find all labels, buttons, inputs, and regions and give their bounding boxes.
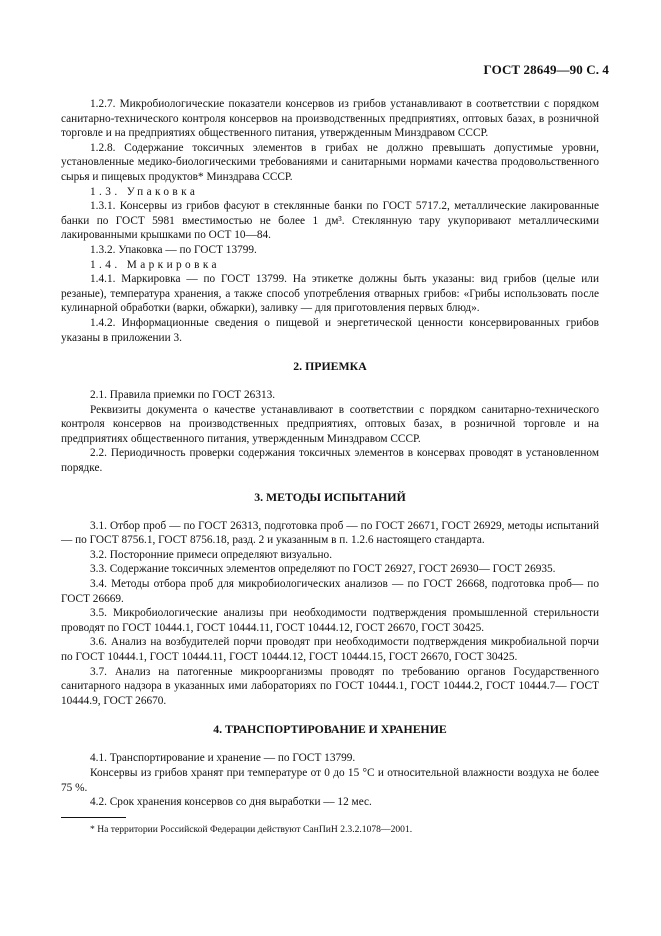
paragraph-3-3: 3.3. Содержание токсичных элементов определяют по ГОСТ 26927, ГОСТ 26930— ГОСТ 26935.: [90, 563, 556, 576]
footnote-divider: [61, 817, 126, 818]
paragraph-3-7: 3.7. Анализ на патогенные микроорганизмы проводят по требованию органов Государственного санитарного надзора в указанных ими лабораториях по ГОСТ 10444.1, ГОСТ 10444.2, ГОСТ 10444.7— ГОСТ 10444.9, ГОСТ 26670.: [61, 665, 599, 707]
paragraph-1-4-1: 1.4.1. Маркировка — по ГОСТ 13799. На этикетке должны быть указаны: вид грибов (целые или резаные), температура хранения, а также способ употребления отварных грибов: «Грибы использовать после кулинарной обработки (варки, обжарки), заливку — для приготовления первых блюд».: [61, 273, 599, 315]
heading-1-3-text: 1.3. Упаковка: [90, 185, 199, 198]
section-2-title: 2. ПРИЕМКА: [293, 359, 367, 374]
heading-1-3: [61, 185, 599, 200]
page-header: ГОСТ 28649—90 С. 4: [483, 62, 609, 77]
paragraph-3-6: 3.6. Анализ на возбудителей порчи проводят при необходимости подтверждения микробиальной порчи по ГОСТ 10444.1, ГОСТ 10444.11, ГОСТ 10444.12, ГОСТ 10444.15, ГОСТ 26670, ГОСТ 30425.: [61, 636, 599, 663]
paragraph-1-2-8: 1.2.8. Содержание токсичных элементов в грибах не должно превышать допустимые уровни, установленные медико-биологическими требованиями и санитарными нормами качества продовольственного сырья и пищевых продуктов* Минздрава СССР.: [61, 141, 599, 183]
heading-1-4: [61, 258, 599, 273]
paragraph-3-4: 3.4. Методы отбора проб для микробиологических анализов — по ГОСТ 26668, подготовка проб— по ГОСТ 26669.: [61, 578, 599, 605]
paragraph-3-5: 3.5. Микробиологические анализы при необходимости подтверждения промышленной стерильности проводят по ГОСТ 10444.1, ГОСТ 10444.11, ГОСТ 10444.12, ГОСТ 26670, ГОСТ 30425.: [61, 607, 599, 634]
paragraph-4-2: 4.2. Срок хранения консервов со дня выработки — 12 мес.: [90, 796, 372, 809]
footnote: * На территории Российской Федерации действуют СанПиН 2.3.2.1078—2001.: [90, 824, 413, 835]
paragraph-2-2: 2.2. Периодичность проверки содержания токсичных элементов в консервах проводят в установленном порядке.: [61, 447, 599, 475]
section-3-title: 3. МЕТОДЫ ИСПЫТАНИЙ: [254, 489, 406, 504]
section-4-title: 4. ТРАНСПОРТИРОВАНИЕ И ХРАНЕНИЕ: [213, 722, 447, 737]
paragraph-1-2-7: 1.2.7. Микробиологические показатели консервов из грибов устанавливают в соответствии с порядком санитарно-технического контроля консервов на производственных предприятиях, оптовых базах, в розничной торговле и на предприятиях общественного питания, утвержденным Минздравом СССР.: [61, 98, 599, 140]
paragraph-1-3-1: 1.3.1. Консервы из грибов фасуют в стеклянные банки по ГОСТ 5717.2, металлические лакированные банки по ГОСТ 5981 вместимостью не более 1 дм³. Стеклянную тару укупоривают металлическими лакированными крышками по ОСТ 10—84.: [61, 200, 599, 242]
paragraph-3-2: 3.2. Посторонние примеси определяют визуально.: [90, 548, 333, 561]
paragraph-3-1: 3.1. Отбор проб — по ГОСТ 26313, подготовка проб — по ГОСТ 26671, ГОСТ 26929, методы испытаний — по ГОСТ 8756.1, ГОСТ 8756.18, разд. 2 и указанным в п. 1.2.6 настоящего стандарта.: [61, 519, 599, 547]
paragraph-4-1-storage: Консервы из грибов хранят при температуре от 0 до 15 °С и относительной влажности воздуха не более 75 %.: [61, 766, 599, 794]
paragraph-2-1: 2.1. Правила приемки по ГОСТ 26313.: [90, 389, 276, 402]
document-body: [61, 97, 599, 810]
paragraph-4-1: 4.1. Транспортирование и хранение — по ГОСТ 13799.: [90, 752, 356, 765]
paragraph-2-1-details: Реквизиты документа о качестве устанавливают в соответствии с порядком санитарно-технического контроля консервов на производственных предприятиях, оптовых базах, в розничной торговле и на предприятиях общественного питания, утвержденным Минздравом СССР.: [61, 403, 599, 445]
paragraph-1-4-2: 1.4.2. Информационные сведения о пищевой и энергетической ценности консервированных грибов указаны в приложении 3.: [61, 316, 599, 344]
paragraph-1-3-2: 1.3.2. Упаковка — по ГОСТ 13799.: [90, 243, 257, 256]
heading-1-4-text: 1.4. Маркировка: [90, 258, 220, 271]
